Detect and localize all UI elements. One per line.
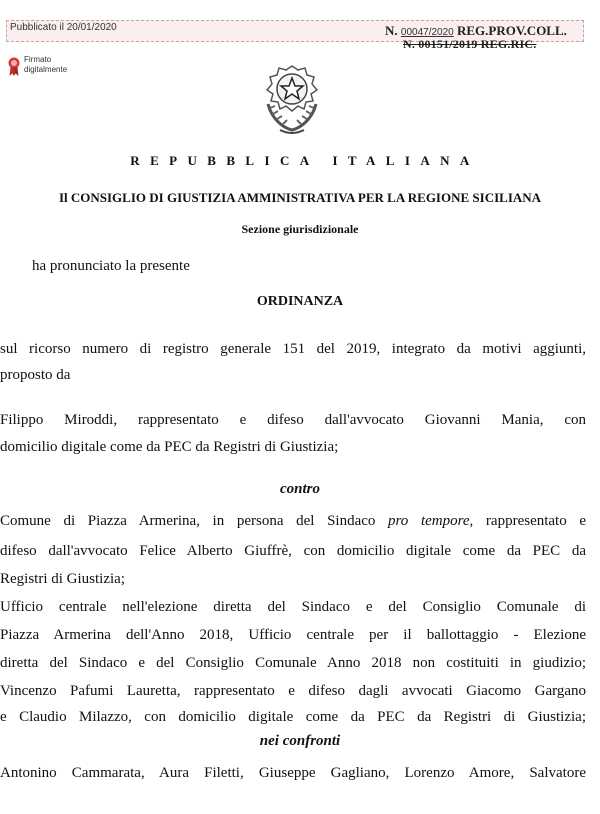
respondent-line: Registri di Giustizia; xyxy=(0,571,125,587)
respondent-line: Ufficio centrale nell'elezione diretta del Sindaco e del Consiglio Comunale di xyxy=(0,599,586,615)
digital-signature-badge: Firmato digitalmente xyxy=(8,55,98,79)
publication-date: Pubblicato il 20/01/2020 xyxy=(10,22,117,33)
respondent-line: Comune di Piazza Armerina, in persona del Sindaco pro tempore, rappresentato e xyxy=(0,513,587,529)
republic-heading: REPUBBLICA ITALIANA xyxy=(130,153,480,168)
respondent-line: diretta del Sindaco e del Consiglio Comunale Anno 2018 non costituiti in giudizio; xyxy=(0,655,586,671)
appeal-line: sul ricorso numero di registro generale 151 del 2019, integrato da motivi aggiunti, xyxy=(0,341,586,357)
document-title: ORDINANZA xyxy=(256,294,344,309)
respondent-line: Vincenzo Pafumi Lauretta, rappresentato e difeso dagli avvocati Giacomo Gargano xyxy=(0,683,586,699)
reg-prov-coll: N. 00047/2020 REG.PROV.COLL. xyxy=(385,23,567,38)
section-heading: Sezione giurisdizionale xyxy=(241,222,359,236)
reg-ric: N. 00151/2019 REG.RIC. xyxy=(403,37,537,51)
council-heading: Il CONSIGLIO DI GIUSTIZIA AMMINISTRATIVA PER LA REGIONE SICILIANA xyxy=(58,190,542,205)
respondent-line: Piazza Armerina dell'Anno 2018, Ufficio centrale per il ballottaggio - Elezione xyxy=(0,627,586,643)
prov-number: 00047/2020 xyxy=(400,27,454,38)
counterparts-line: Antonino Cammarata, Aura Filetti, Giuseppe Gagliano, Lorenzo Amore, Salvatore xyxy=(0,765,586,781)
seal-icon xyxy=(8,57,20,77)
respondent-line: difeso dall'avvocato Felice Alberto Giuffrè, con domicilio digitale come da PEC da xyxy=(0,543,586,559)
appeal-line: proposto da xyxy=(0,367,71,383)
appellant-line: Filippo Miroddi, rappresentato e difeso dall'avvocato Giovanni Mania, con xyxy=(0,412,586,428)
pronounced-text: ha pronunciato la presente xyxy=(32,258,190,274)
counterparts-heading: nei confronti xyxy=(259,733,341,749)
against-heading: contro xyxy=(279,481,320,497)
respondent-line: e Claudio Milazzo, con domicilio digitale come da PEC da Registri di Giustizia; xyxy=(0,709,586,725)
republic-emblem-icon xyxy=(258,60,326,136)
appellant-line: domicilio digitale come da PEC da Registri di Giustizia; xyxy=(0,439,339,455)
